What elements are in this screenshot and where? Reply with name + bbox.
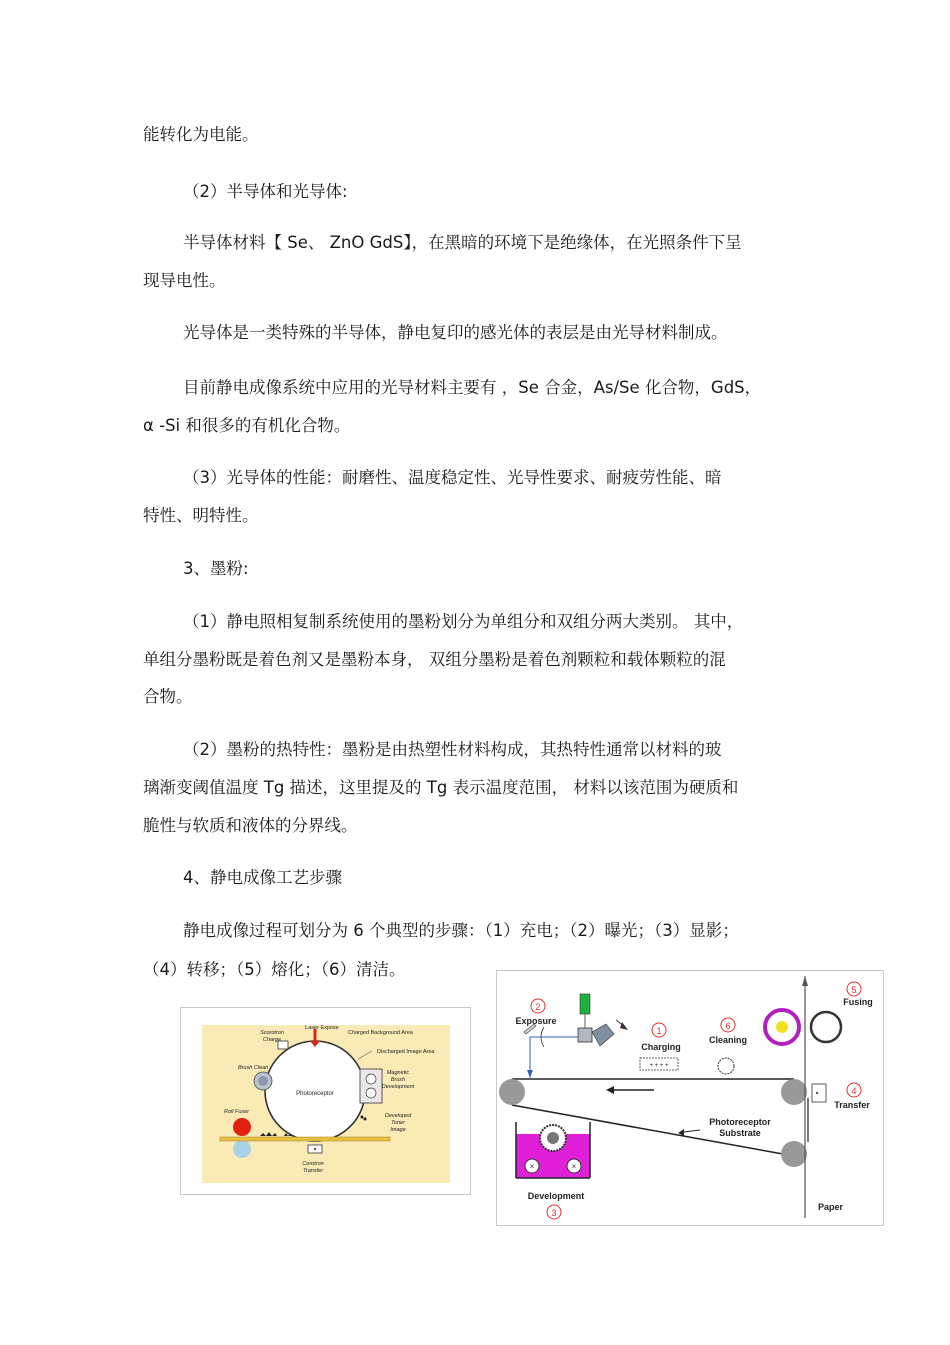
cleaning-label: Cleaning [708, 1035, 748, 1045]
charging-label: Charging [641, 1042, 681, 1052]
text-line: 光导体是一类特殊的半导体，静电复印的感光体的表层是由光导材料制成。 [183, 323, 728, 342]
charged-background-label: Charged Background Area [348, 1030, 413, 1036]
roll-fuser [233, 1118, 251, 1136]
photoreceptor-label: Photoreceptor [296, 1091, 334, 1097]
magnetic-brush-label-2: Brush [390, 1077, 406, 1083]
section-heading: 3、墨粉: [183, 559, 249, 578]
text-line: （1）静电照相复制系统使用的墨粉划分为单组分和双组分两大类别。 其中， [183, 612, 744, 631]
scorotron-label-2: Charge [262, 1037, 282, 1043]
roll-fuser-label: Roll Fuser [224, 1109, 250, 1115]
developed-toner-label: Developed [384, 1113, 412, 1119]
step-number-1-text: 1 [656, 1026, 662, 1036]
text-line: α -Si 和很多的有机化合物。 [143, 416, 351, 435]
paper-sheet [220, 1137, 390, 1141]
fusing-label: Fusing [843, 997, 873, 1007]
text-line: 特性、明特性。 [143, 506, 259, 525]
developed-toner-label-3: Image [390, 1127, 406, 1133]
text-line: （2）墨粉的热特性：墨粉是由热塑性材料构成，其热特性通常以材料的玻 [183, 740, 722, 759]
developed-toner-label-2: Toner [391, 1120, 405, 1126]
step-number-4-text: 4 [851, 1086, 857, 1096]
text-line: 现导电性。 [143, 271, 226, 290]
corotron-label-2: Transfer [302, 1168, 324, 1174]
step-number-3-text: 3 [551, 1208, 557, 1218]
scorotron-label: Scorotron [260, 1030, 284, 1036]
belt-roller-right-top [781, 1079, 807, 1105]
belt-roller-left [499, 1079, 525, 1105]
text-line: （3）光导体的性能：耐磨性、温度稳定性、光导性要求、耐疲劳性能、暗 [183, 468, 722, 487]
photoreceptor-label: Photoreceptor [709, 1117, 771, 1127]
text-line: 静电成像过程可划分为 6 个典型的步骤：（1）充电；（2）曝光；（3）显影； [183, 921, 739, 940]
transfer-label: Transfer [834, 1100, 870, 1110]
discharged-image-label: Discharged Image Area [377, 1049, 435, 1055]
mixer-left-x: × [529, 1162, 535, 1171]
magnetic-brush-label-3: Development [381, 1084, 415, 1090]
step-number-5-text: 5 [851, 985, 857, 995]
charge-dots: + + + + [649, 1063, 669, 1069]
mixer-right-x: × [571, 1162, 577, 1171]
text-line: 合物。 [143, 687, 193, 706]
text-line: 半导体材料【 Se、 ZnO GdS】，在黑暗的环境下是绝缘体，在光照条件下呈 [183, 233, 742, 252]
magnetic-brush-label: Magnetic [386, 1070, 410, 1076]
step-number-6-text: 6 [725, 1021, 731, 1031]
cleaning-brush [718, 1058, 734, 1074]
text-line: 单组分墨粉既是着色剂又是墨粉本身， 双组分墨粉是着色剂颗粒和载体颗粒的混 [143, 650, 726, 669]
text-line: 能转化为电能。 [143, 125, 259, 144]
text-line: 璃渐变阈值温度 Tg 描述，这里提及的 Tg 表示温度范围， 材料以该范围为硬质和 [143, 778, 739, 797]
substrate-label: Substrate [719, 1128, 761, 1138]
step-number-2-text: 2 [535, 1002, 541, 1012]
brush-clean-label: Brush Clean [238, 1065, 269, 1071]
drum-process-diagram [180, 1007, 471, 1195]
corotron-label: Corotron [302, 1161, 324, 1167]
text-line: （4）转移；（5）熔化；（6）清洁。 [143, 960, 406, 979]
text-line: 目前静电成像系统中应用的光导材料主要有 ，Se 合金，As/Se 化合物，GdS， [183, 378, 762, 397]
exposure-label: Exposure [515, 1016, 557, 1026]
belt-roller-right-bottom [781, 1141, 807, 1167]
belt-process-diagram [496, 970, 884, 1226]
section-heading: 4、静电成像工艺步骤 [183, 868, 342, 887]
text-line: 脆性与软质和液体的分界线。 [143, 816, 358, 835]
paper-label: Paper [818, 1202, 844, 1212]
development-label: Development [527, 1191, 585, 1201]
section-heading: （2）半导体和光导体: [183, 182, 348, 201]
laser-expose-label: Laser Expose [305, 1025, 339, 1031]
